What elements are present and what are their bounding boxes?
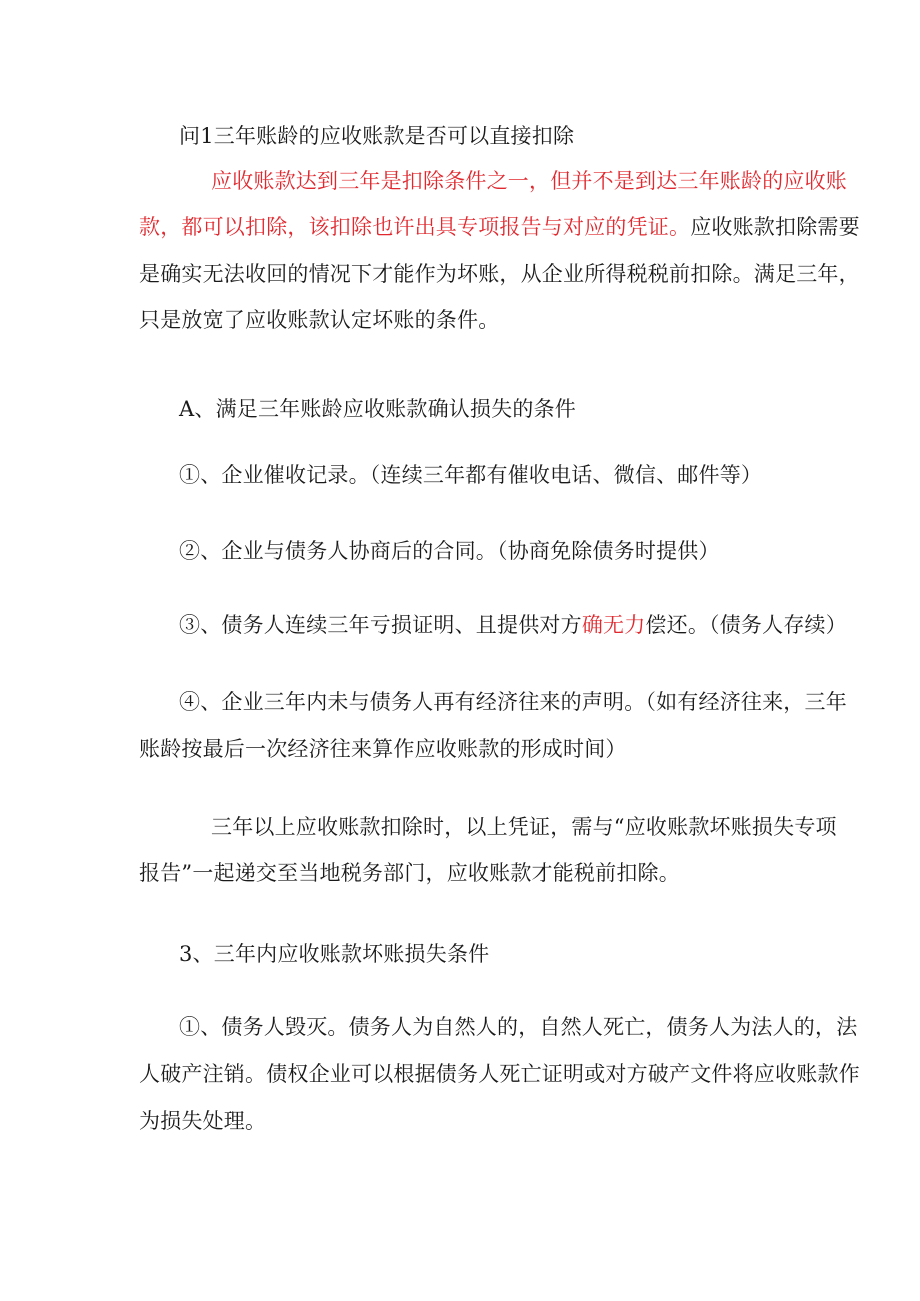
note-line-2: 报告”一起递交至当地税务部门，应收账款才能税前扣除。 [139,861,680,885]
answer-line-2 [139,214,860,240]
note-line-1: 三年以上应收账款扣除时，以上凭证，需与“应收账款坏账损失专项 [211,815,837,839]
condition-item-4-line-2: 账龄按最后一次经济往来算作应收账款的形成时间） [139,737,627,761]
answer-line-2-red: 款，都可以扣除，该扣除也许出具专项报告与对应的凭证。 [139,215,691,239]
condition-item-3-part1: ③、债务人连续三年亏损证明、且提供对方 [179,613,582,637]
answer-line-3: 是确实无法收回的情况下才能作为坏账，从企业所得税税前扣除。满足三年， [139,262,860,286]
answer-line-1: 应收账款达到三年是扣除条件之一，但并不是到达三年账龄的应收账 [211,169,847,193]
condition-item-3 [179,612,847,638]
section-a-title: A、满足三年账龄应收账款确认损失的条件 [179,397,576,421]
condition-item-3-part2: 偿还。（债务人存续） [645,613,847,637]
condition-item-2: ②、企业与债务人协商后的合同。（协商免除债务时提供） [179,539,720,563]
condition-item-1: ①、企业催收记录。（连续三年都有催收电话、微信、邮件等） [179,463,763,487]
question-heading: 问1三年账龄的应收账款是否可以直接扣除 [179,124,575,148]
answer-line-4: 只是放宽了应收账款认定坏账的条件。 [139,308,500,332]
section-3-item-1-line-2: 人破产注销。债权企业可以根据债务人死亡证明或对方破产文件将应收账款作 [139,1062,860,1086]
condition-item-3-red: 确无力 [581,613,646,637]
section-3-item-1-line-3: 为损失处理。 [139,1109,267,1133]
answer-line-2-black: 应收账款扣除需要 [690,215,860,239]
condition-item-4-line-1: ④、企业三年内未与债务人再有经济往来的声明。（如有经济往来，三年 [179,690,847,714]
section-3-item-1-line-1: ①、债务人毁灭。债务人为自然人的，自然人死亡，债务人为法人的，法 [179,1015,858,1039]
section-3-title: 3、三年内应收账款坏账损失条件 [179,942,490,966]
